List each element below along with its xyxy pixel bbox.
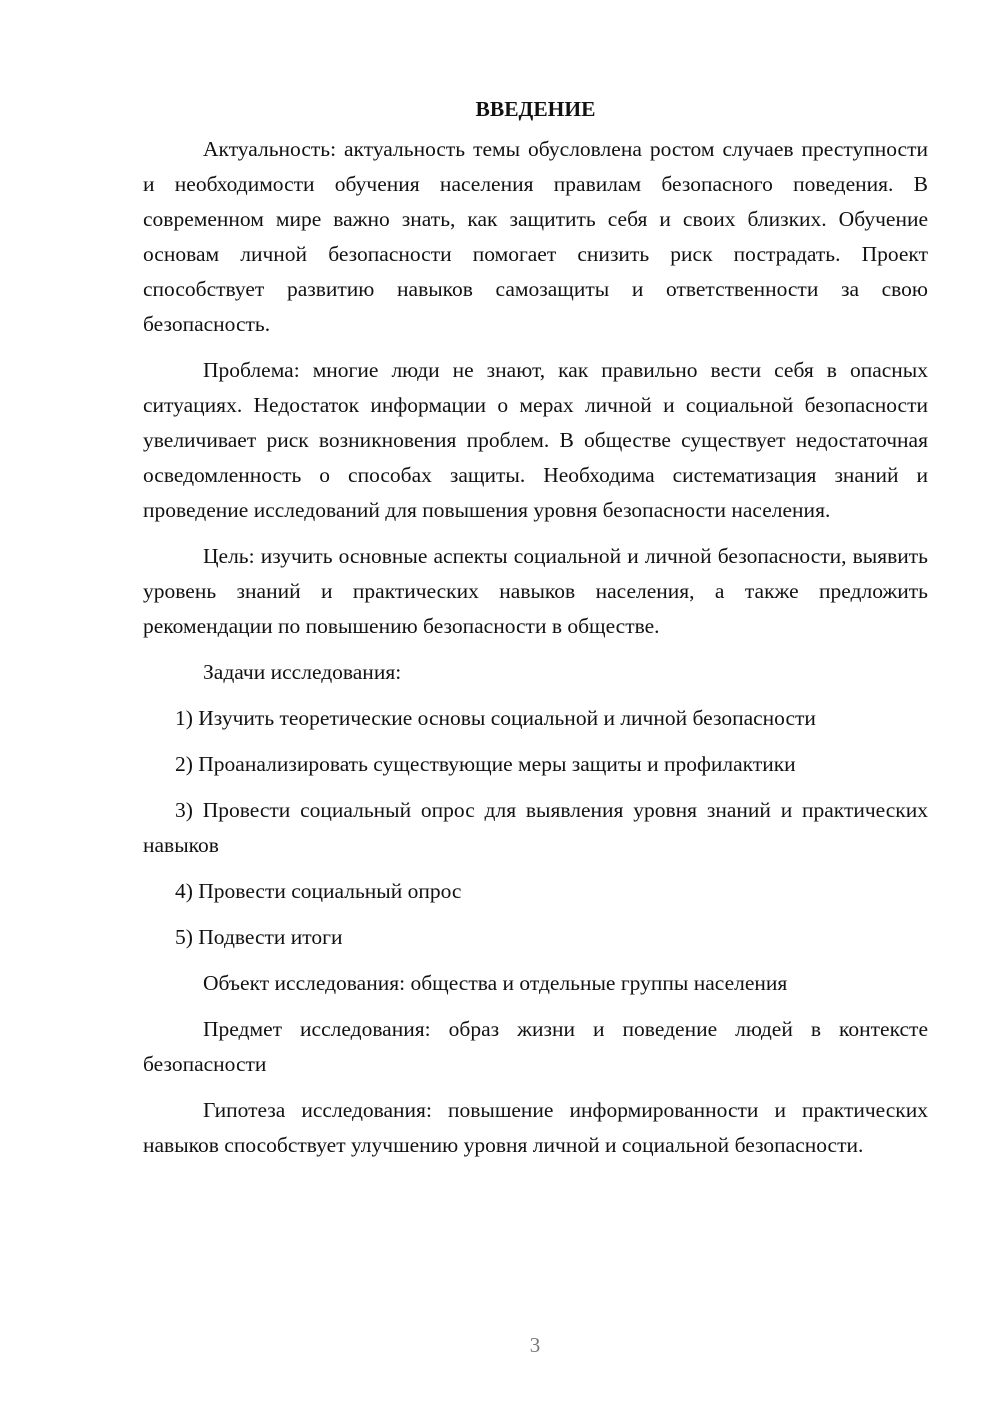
task-item-1: 1) Изучить теоретические основы социальной и личной безопасности [175, 706, 816, 730]
task-item-5: 5) Подвести итоги [175, 925, 343, 949]
relevance-paragraph: Актуальность: актуальность темы обусловлена ростом случаев преступности и необходимости обучения населения правилам безопасного поведения. В современном мире важно знать, как защитить себя и своих близких. Обучение основам личной безопасности помогает снизить риск пострадать. Проект способствует развитию навыков самозащиты и ответственности за свою безопасность. [143, 137, 928, 336]
subject-paragraph: Предмет исследования: образ жизни и поведение людей в контексте безопасности [143, 1017, 928, 1076]
page-number: 3 [529, 1333, 541, 1357]
tasks-title: Задачи исследования: [203, 660, 402, 684]
task-item-2: 2) Проанализировать существующие меры защиты и профилактики [175, 752, 796, 776]
page-title: ВВЕДЕНИЕ [475, 97, 596, 121]
object-paragraph: Объект исследования: общества и отдельные группы населения [203, 971, 788, 995]
document-page [143, 92, 928, 1174]
goal-paragraph: Цель: изучить основные аспекты социальной и личной безопасности, выявить уровень знаний и практических навыков населения, а также предложить рекомендации по повышению безопасности в обществе. [143, 544, 928, 638]
task-item-4: 4) Провести социальный опрос [175, 879, 462, 903]
problem-paragraph: Проблема: многие люди не знают, как правильно вести себя в опасных ситуациях. Недостаток информации о мерах личной и социальной безопасности увеличивает риск возникновения проблем. В обществе существует недостаточная осведомленность о способах защиты. Необходима систематизация знаний и проведение исследований для повышения уровня безопасности населения. [143, 358, 928, 522]
task-item-3: 3) Провести социальный опрос для выявления уровня знаний и практических навыков [143, 798, 928, 857]
hypothesis-paragraph: Гипотеза исследования: повышение информированности и практических навыков способствует улучшению уровня личной и социальной безопасности. [143, 1098, 928, 1157]
